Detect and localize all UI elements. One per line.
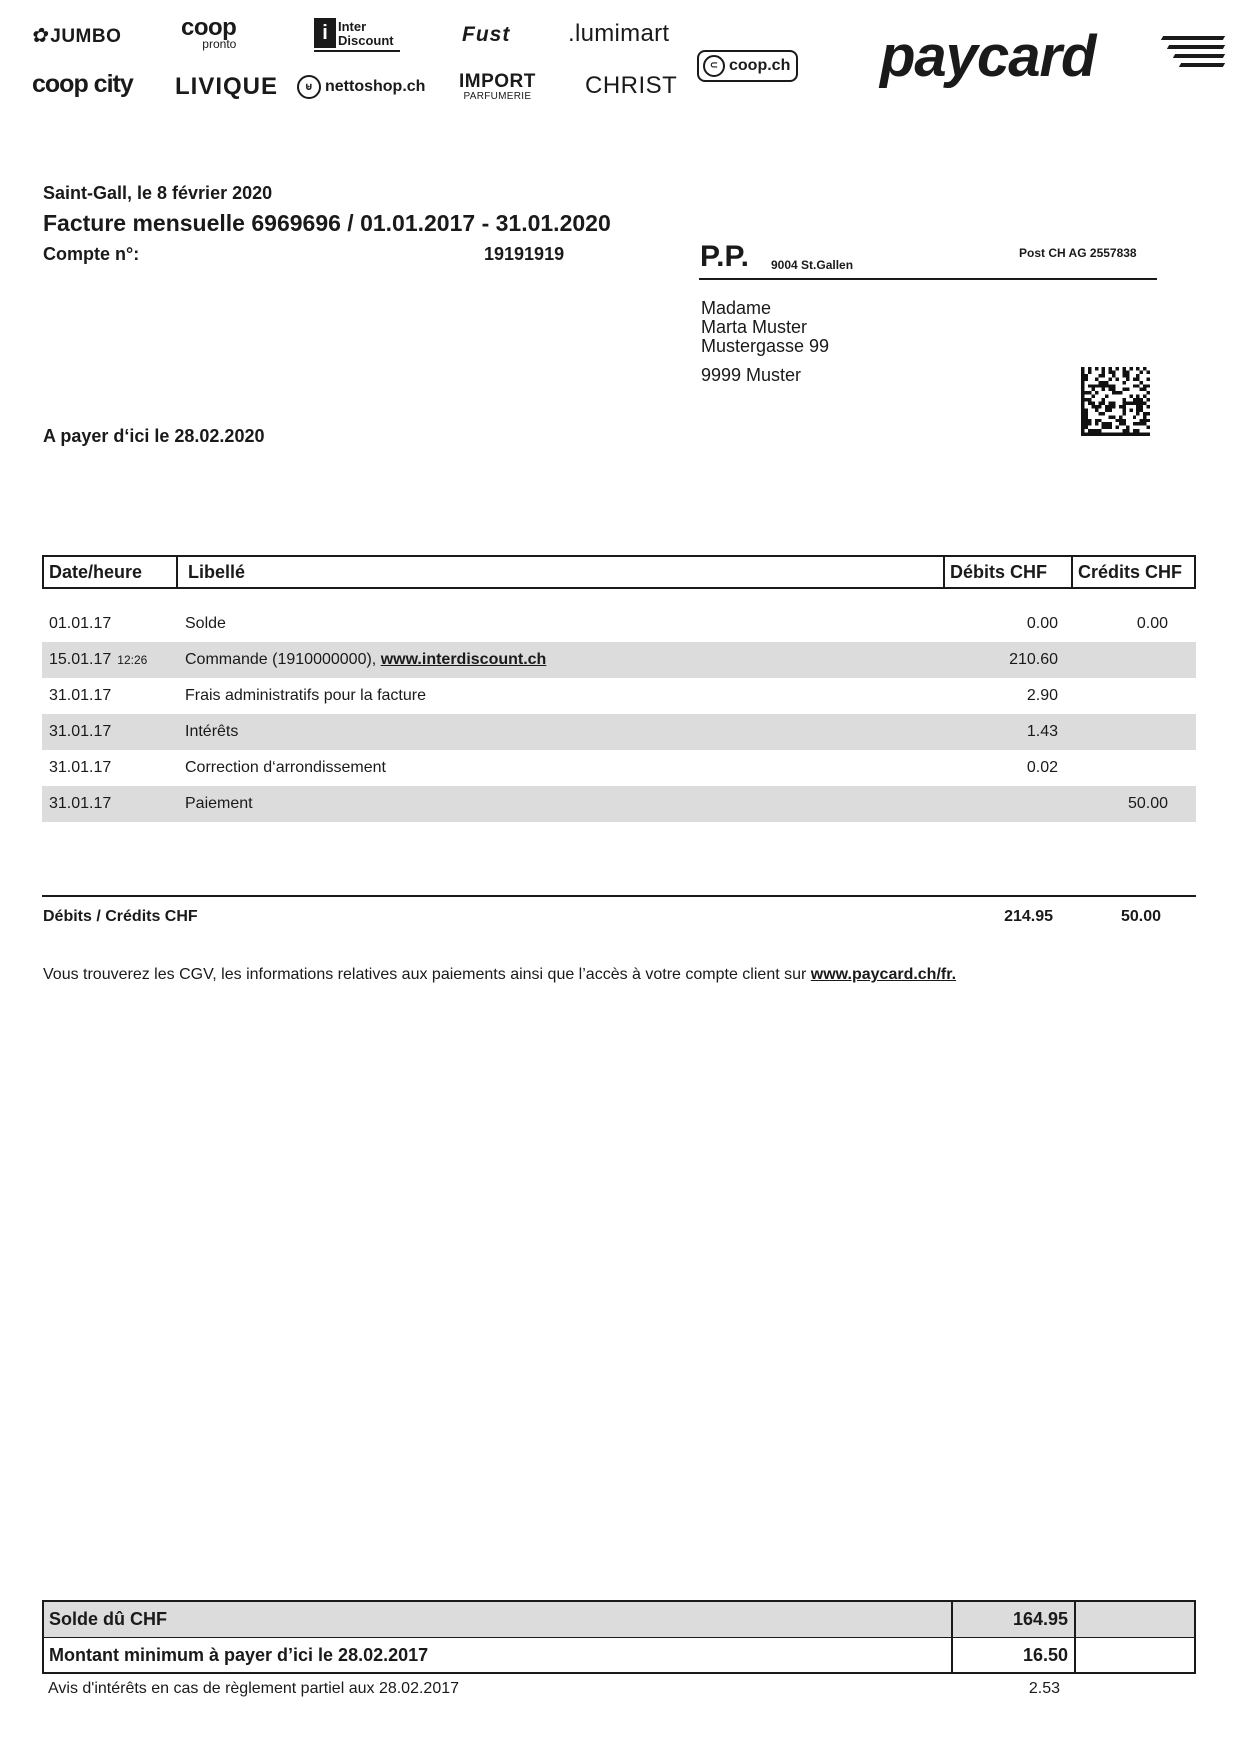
table-header: [42, 555, 1196, 589]
table-row: [42, 786, 1196, 822]
shopping-cart-icon: ⊂: [703, 55, 725, 77]
row-debit: 0.00: [1026, 615, 1058, 632]
row-credit: 50.00: [1127, 795, 1168, 812]
row-debit: 1.43: [1026, 723, 1058, 740]
column-header-credit: Crédits CHF: [1078, 562, 1183, 582]
livique-logo: LIVIQUE: [175, 73, 279, 100]
totals-debit: 214.95: [1004, 908, 1053, 925]
pp-city: 9004 St.Gallen: [771, 258, 854, 272]
post-label: Post CH AG 2557838: [1019, 246, 1137, 260]
interdiscount-mark-icon: i: [314, 18, 336, 48]
row-date: 31.01.17: [49, 723, 112, 740]
row-date: 15.01.17 12:26: [49, 651, 148, 668]
address-name: Marta Muster: [701, 317, 808, 337]
table-row: [42, 606, 1196, 642]
row-debit: 0.02: [1026, 759, 1058, 776]
fust-logo: Fust: [462, 23, 511, 46]
address-salutation: Madame: [701, 298, 772, 318]
table-row: [42, 678, 1196, 714]
address-street: Mustergasse 99: [701, 336, 830, 356]
account-label: Compte n°:: [43, 244, 140, 264]
minimum-amount: 16.50: [1022, 1645, 1068, 1665]
row-description: Intérêts: [185, 723, 239, 740]
column-header-debit: Débits CHF: [950, 562, 1048, 582]
row-description: Solde: [185, 615, 226, 632]
table-row: [42, 750, 1196, 786]
datamatrix-code-icon: [1081, 367, 1150, 436]
table-row: [42, 714, 1196, 750]
paycard-stripes-icon: [1162, 36, 1224, 76]
interest-amount: 2.53: [1028, 1680, 1060, 1697]
lumimart-logo: .lumimart: [568, 20, 670, 47]
coop-pronto-logo: coop pronto: [181, 14, 237, 51]
totals-credit: 50.00: [1120, 908, 1161, 925]
paycard-logo: paycard: [880, 28, 1095, 86]
christ-logo: CHRIST: [585, 72, 678, 99]
info-text: Vous trouverez les CGV, les informations relatives aux paiements ainsi que l’accès à votre compte client sur www.paycard.ch/fr.: [43, 966, 957, 983]
jumbo-logo: ✿JUMBO: [30, 25, 122, 47]
coop-ch-logo: ⊂ coop.ch: [697, 50, 798, 82]
account-number: 19191919: [484, 244, 565, 264]
row-date: 31.01.17: [49, 795, 112, 812]
payment-summary: [42, 1600, 1196, 1674]
interdiscount-logo: i Inter Discount: [314, 18, 400, 50]
coop-city-logo: coop city: [32, 70, 133, 98]
pp-divider: [699, 278, 1157, 280]
row-description: Correction d‘arrondissement: [185, 759, 386, 776]
row-description: Paiement: [185, 795, 253, 812]
place-date: Saint-Gall, le 8 février 2020: [43, 183, 273, 203]
row-debit: 210.60: [1009, 651, 1058, 668]
totals-divider: [42, 895, 1196, 897]
paycard-link[interactable]: www.paycard.ch/fr.: [810, 966, 957, 983]
invoice-title: Facture mensuelle 6969696 / 01.01.2017 - 31.01.2020: [43, 210, 611, 236]
import-parfumerie-logo: IMPORT PARFUMERIE: [459, 71, 536, 102]
row-time: 12:26: [117, 653, 148, 667]
pp-label: P.P.: [700, 240, 749, 273]
row-credit: 0.00: [1136, 615, 1168, 632]
column-header-description: Libellé: [188, 562, 246, 582]
jumbo-mark-icon: ✿: [30, 25, 52, 47]
interest-note: Avis d'intérêts en cas de règlement partiel aux 28.02.2017: [48, 1680, 460, 1697]
payment-due-date: A payer d‘ici le 28.02.2020: [43, 426, 265, 446]
balance-row: [44, 1602, 1194, 1637]
row-date: 31.01.17: [49, 759, 112, 776]
totals-label: Débits / Crédits CHF: [43, 908, 198, 925]
minimum-label: Montant minimum à payer d’ici le 28.02.2017: [49, 1645, 429, 1665]
table-row: [42, 642, 1196, 678]
address-city: 9999 Muster: [701, 365, 802, 385]
row-date: 31.01.17: [49, 687, 112, 704]
nettoshop-logo: ⊌ nettoshop.ch: [297, 75, 425, 99]
balance-label: Solde dû CHF: [49, 1609, 167, 1629]
interdiscount-link[interactable]: www.interdiscount.ch: [380, 651, 547, 668]
minimum-row: [44, 1638, 1194, 1673]
row-description: Frais administratifs pour la facture: [185, 687, 426, 704]
row-description: Commande (1910000000), www.interdiscount.ch: [185, 651, 547, 668]
row-date: 01.01.17: [49, 615, 112, 632]
balance-amount: 164.95: [1012, 1609, 1068, 1629]
row-debit: 2.90: [1026, 687, 1058, 704]
nettoshop-cart-icon: ⊌: [297, 75, 321, 99]
column-header-date: Date/heure: [49, 562, 143, 582]
